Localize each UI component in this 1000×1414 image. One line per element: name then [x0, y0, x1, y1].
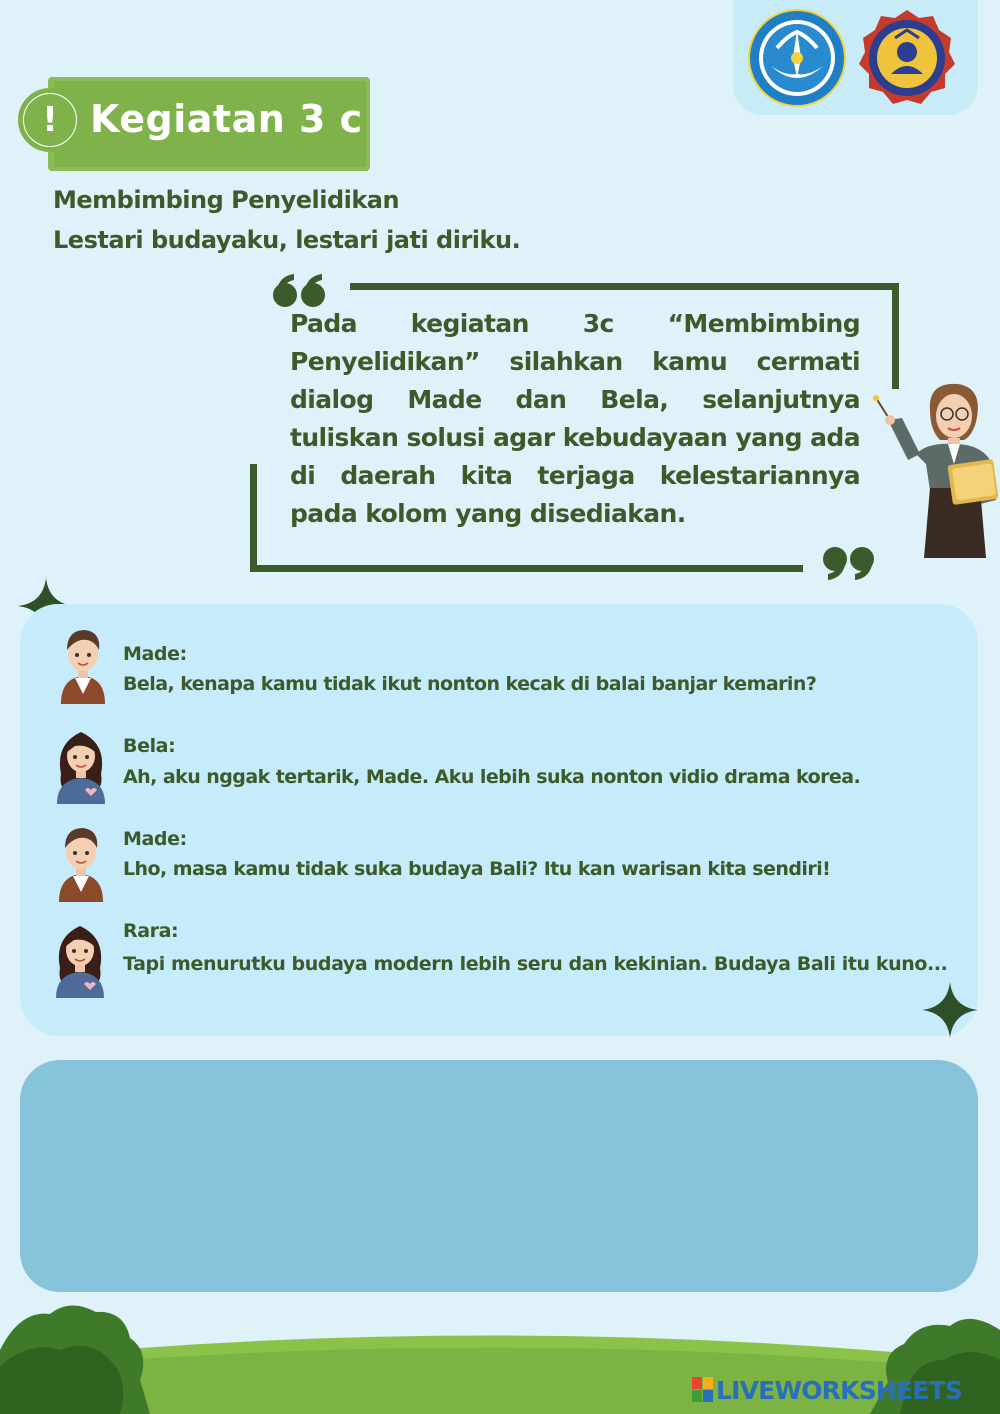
- boy-avatar-icon: [55, 624, 111, 704]
- teacher-illustration: [868, 380, 1000, 560]
- exclamation-icon: !: [24, 94, 76, 146]
- page-title: Kegiatan 3 c: [90, 97, 363, 141]
- answer-input[interactable]: [20, 1060, 978, 1292]
- sparkle-icon: [922, 982, 978, 1038]
- subtitle-motto: Lestari budayaku, lestari jati diriku.: [53, 226, 521, 254]
- instruction-text: Pada kegiatan 3c “Membimbing Penyelidikan” silahkan kamu cermati dialog Made dan Bela, selanjutnya tuliskan solusi agar kebudayaan yang ada di daerah kita terjaga kelestariannya pada kolom yang disediakan.: [290, 309, 860, 528]
- open-quote-icon: [272, 272, 328, 308]
- boy-avatar-icon: [53, 822, 109, 902]
- dialog-line: Bela, kenapa kamu tidak ikut nonton kecak di balai banjar kemarin?: [123, 673, 817, 695]
- girl-avatar-icon: [53, 724, 109, 804]
- girl-avatar-icon: [52, 918, 108, 998]
- dialog-line: Ah, aku nggak tertarik, Made. Aku lebih suka nonton vidio drama korea.: [123, 766, 861, 788]
- undiksha-logo: [857, 8, 957, 108]
- quote-frame-left: [250, 464, 257, 572]
- subtitle-activity: Membimbing Penyelidikan: [53, 186, 400, 214]
- liveworksheets-watermark: [692, 1374, 962, 1406]
- dialog-line: Lho, masa kamu tidak suka budaya Bali? Itu kan warisan kita sendiri!: [123, 858, 831, 880]
- tut-wuri-handayani-logo: [747, 8, 847, 108]
- dialog-line: Tapi menurutku budaya modern lebih seru dan kekinian. Budaya Bali itu kuno...: [123, 953, 948, 975]
- quote-frame-bottom: [250, 565, 803, 572]
- dialog-speaker: Bela:: [123, 735, 176, 757]
- dialog-speaker: Made:: [123, 643, 187, 665]
- dialog-speaker: Made:: [123, 828, 187, 850]
- dialog-speaker: Rara:: [123, 920, 179, 942]
- quote-frame-top: [350, 283, 899, 290]
- liveworksheets-logo-icon: [692, 1377, 714, 1403]
- watermark-text: LIVEWORKSHEETS: [716, 1375, 963, 1405]
- quote-frame-right: [892, 283, 899, 389]
